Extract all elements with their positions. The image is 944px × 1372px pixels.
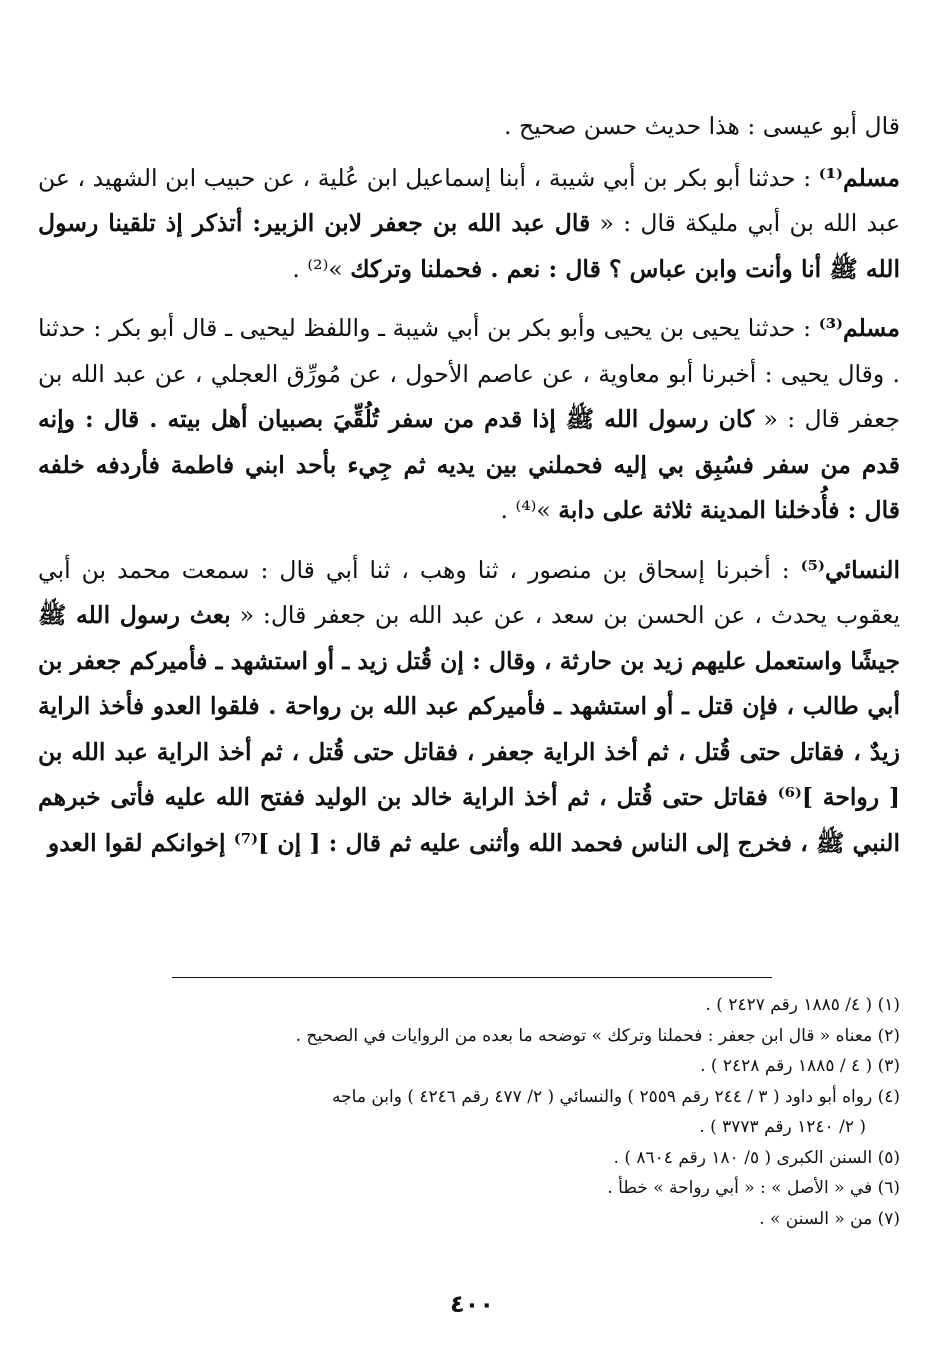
footnote-3: (٣) ( ٤ / ١٨٨٥ رقم ٢٤٢٨ ) .: [700, 1056, 900, 1076]
paragraph-nasai: [38, 548, 900, 867]
footnote-1: (١) ( ٤/ ١٨٨٥ رقم ٢٤٢٧ ) .: [705, 995, 900, 1015]
footnote-6: (٦) في « الأصل » : « أبي رواحة » خطأ .: [607, 1178, 900, 1198]
paragraph-intro: [38, 104, 900, 150]
footnote-4: (٤) رواه أبو داود ( ٣ / ٢٤٤ رقم ٢٥٥٩ ) والنسائي ( ٢/ ٤٧٧ رقم ٤٢٤٦ ) وابن ماجه: [332, 1086, 900, 1107]
isnad-text: : حدثنا أبو بكر بن أبي شيبة ، أبنا إسماعيل ابن عُلية ، عن حبيب ابن الشهيد ، عن عبد الله بن أبي مليكة قال : «: [38, 163, 900, 237]
isnad-text: : حدثنا يحيى بن يحيى وأبو بكر بن أبي شيبة ـ واللفظ ليحيى ـ قال أبو بكر : حدثنا . وقال يحيى : أخبرنا أبو معاوية ، عن عاصم الأحول ، عن مُورِّق العجلي ، عن عبد الله بن جعفر قال : «: [38, 314, 900, 433]
paragraph-muslim-1: [38, 156, 900, 293]
page-number: ٤٠٠: [450, 1290, 494, 1318]
footnote-2: (٢) معناه « قال ابن جعفر : فحملنا وتركك » توضحه ما بعده من الروايات في الصحيح .: [295, 1025, 900, 1046]
footnote-4-continued: ( ٢/ ١٢٤٠ رقم ٣٧٧٣ ) .: [699, 1117, 866, 1137]
hadith-text: كان رسول الله ﷺ إذا قدم من سفر تُلُقِّيَ بصبيان أهل بيته . قال : وإنه قدم من سفر فسُبِق بي إليه فحملني بين يديه ثم جِيء بأحد ابني فاطمة فأردفه خلفه قال : فأُدخلنا المدينة ثلاثة على دابة: [38, 405, 900, 524]
hadith-end: »⁽²⁾ .: [292, 254, 351, 283]
footnote-5: (٥) السنن الكبرى ( ٥/ ١٨٠ رقم ٨٦٠٤ ) .: [613, 1147, 900, 1168]
hadith-end: »⁽⁴⁾ .: [500, 496, 559, 524]
footnotes: [40, 990, 900, 1234]
source-label: مسلم⁽³⁾: [818, 314, 900, 342]
paragraph-muslim-2: [38, 306, 900, 534]
footnote-7: (٧) من « السنن » .: [759, 1208, 900, 1229]
source-label: مسلم⁽¹⁾: [818, 163, 900, 192]
hadith-text: بعث رسول الله ﷺ جيشًا واستعمل عليهم زيد بن حارثة ، وقال : إن قُتل زيد ـ أو استشهد ـ فأميركم جعفر بن أبي طالب ، فإن قتل ـ أو استشهد ـ فأميركم عبد الله بن رواحة . فلقوا العدو فأخذ الراية زيدٌ ، فقاتل حتى قُتل ، ثم أخذ الراية جعفر ، فقاتل حتى قُتل ، ثم أخذ الراية عبد الله بن [ رواحة ]⁽⁶⁾ فقاتل حتى قُتل ، ثم أخذ الراية خالد بن الوليد ففتح الله عليه فأتى خبرهم النبي ﷺ ، فخرج إلى الناس فحمد الله وأثنى عليه ثم قال : [ إن ]⁽⁷⁾ إخوانكم لقوا العدو: [38, 601, 900, 857]
main-text: [38, 104, 900, 880]
footnote-divider: [172, 977, 772, 978]
source-label: النسائي⁽⁵⁾: [800, 555, 900, 584]
isnad-text: : أخبرنا إسحاق بن منصور ، ثنا وهب ، ثنا أبي قال : سمعت محمد بن أبي يعقوب يحدث ، عن الحسن بن سعد ، عن عبد الله بن جعفر قال: «: [38, 555, 900, 629]
paragraph-body: قال أبو عيسى : هذا حديث حسن صحيح .: [504, 112, 900, 140]
hadith-text: قال عبد الله بن جعفر لابن الزبير: أتذكر إذ تلقينا رسول الله ﷺ أنا وأنت وابن عباس ؟ قال : نعم . فحملنا وتركك: [38, 209, 900, 283]
